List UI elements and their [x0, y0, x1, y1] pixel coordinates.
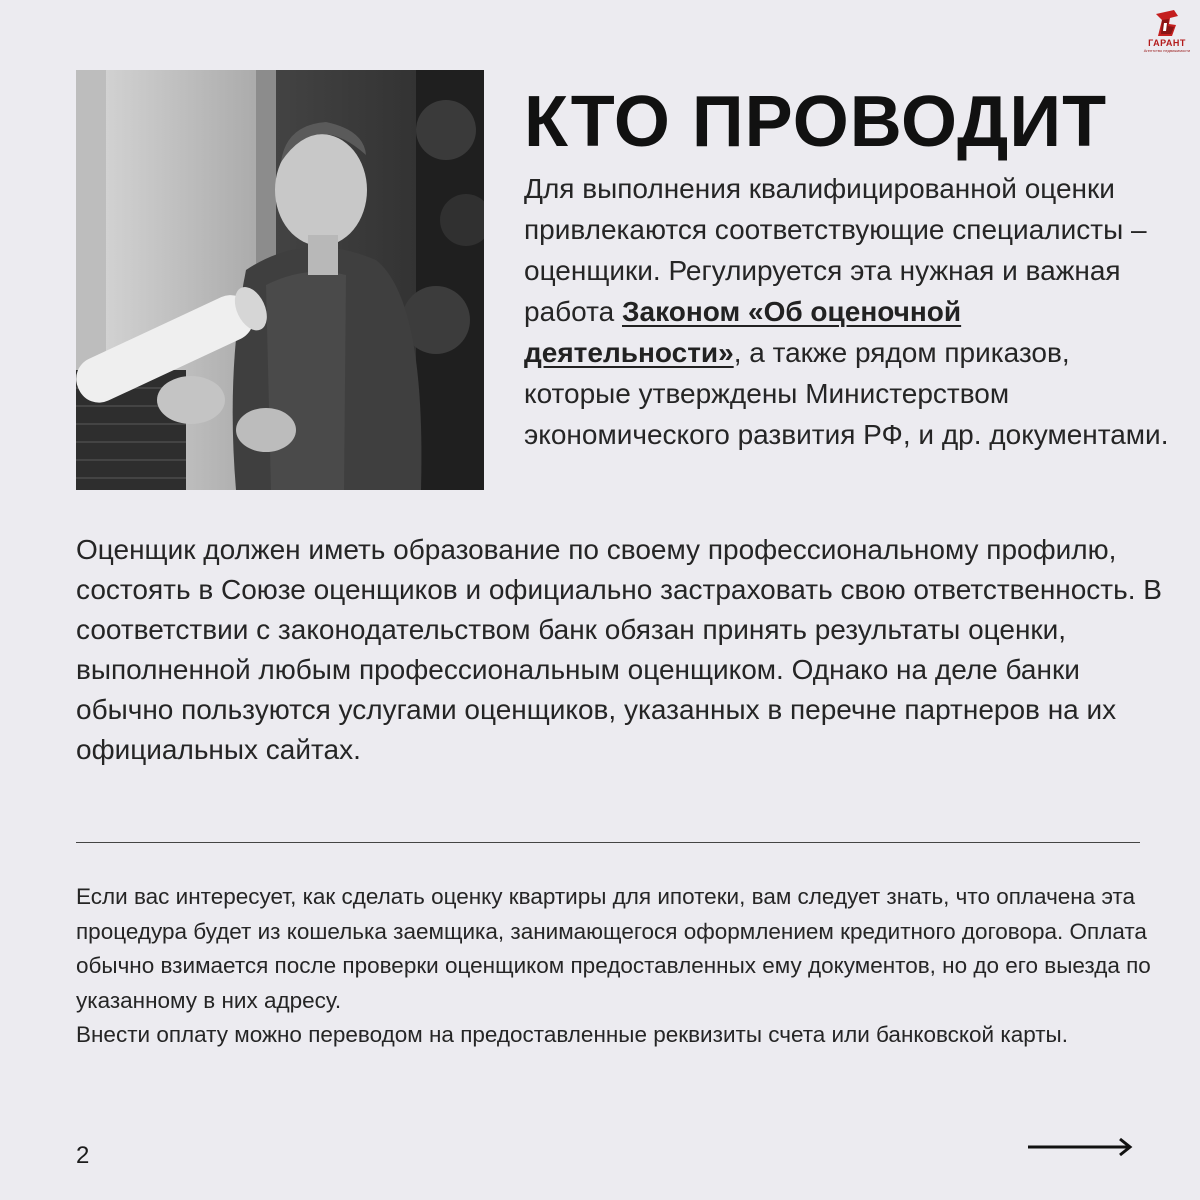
intro-text-after: , а также рядом приказов, которые утверждены Министерством экономического развития РФ, и др. документами. — [524, 337, 1169, 450]
brand-tagline: Агентство недвижимости — [1143, 48, 1191, 53]
appraiser-requirements-paragraph: Оценщик должен иметь образование по своему профессиональному профилю, состоять в Союзе оценщиков и официально застраховать свою ответственность. В соответствии с законодательством банк обязан принять результаты оценки, выполненной любым профессиональным оценщиком. Однако на деле банки обычно пользуются услугами оценщиков, указанных в перечне партнеров на их официальных сайтах. — [76, 534, 1162, 765]
brand-name: ГАРАНТ — [1148, 38, 1186, 48]
intro-paragraph — [524, 168, 1184, 455]
page-title: КТО ПРОВОДИТ — [524, 82, 1108, 162]
section-divider — [76, 842, 1140, 843]
intro-text-before: Для выполнения квалифицированной оценки привлекаются соответствующие специалисты – оценщики. Регулируется эта нужная и важная работа — [524, 173, 1147, 327]
arrow-right-icon — [1026, 1136, 1136, 1158]
garant-logo-icon — [1152, 8, 1182, 38]
payment-info-line-2: Внести оплату можно переводом на предоставленные реквизиты счета или банковской карты. — [76, 1022, 1068, 1047]
brand-logo — [1143, 8, 1191, 64]
payment-info-paragraph — [76, 880, 1166, 1053]
page-number: 2 — [76, 1142, 90, 1169]
next-slide-button[interactable] — [1026, 1136, 1136, 1158]
appraiser-photo — [76, 70, 484, 490]
law-link[interactable]: Законом «Об оценочной деятельности» — [524, 296, 962, 368]
payment-info-line-1: Если вас интересует, как сделать оценку квартиры для ипотеки, вам следует знать, что оплачена эта процедура будет из кошелька заемщика, занимающегося оформлением кредитного договора. Оплата обычно взимается после проверки оценщиком предоставленных ему документов, но до его выезда по указанному в них адресу. — [76, 884, 1151, 1013]
appraiser-illustration — [76, 70, 484, 490]
